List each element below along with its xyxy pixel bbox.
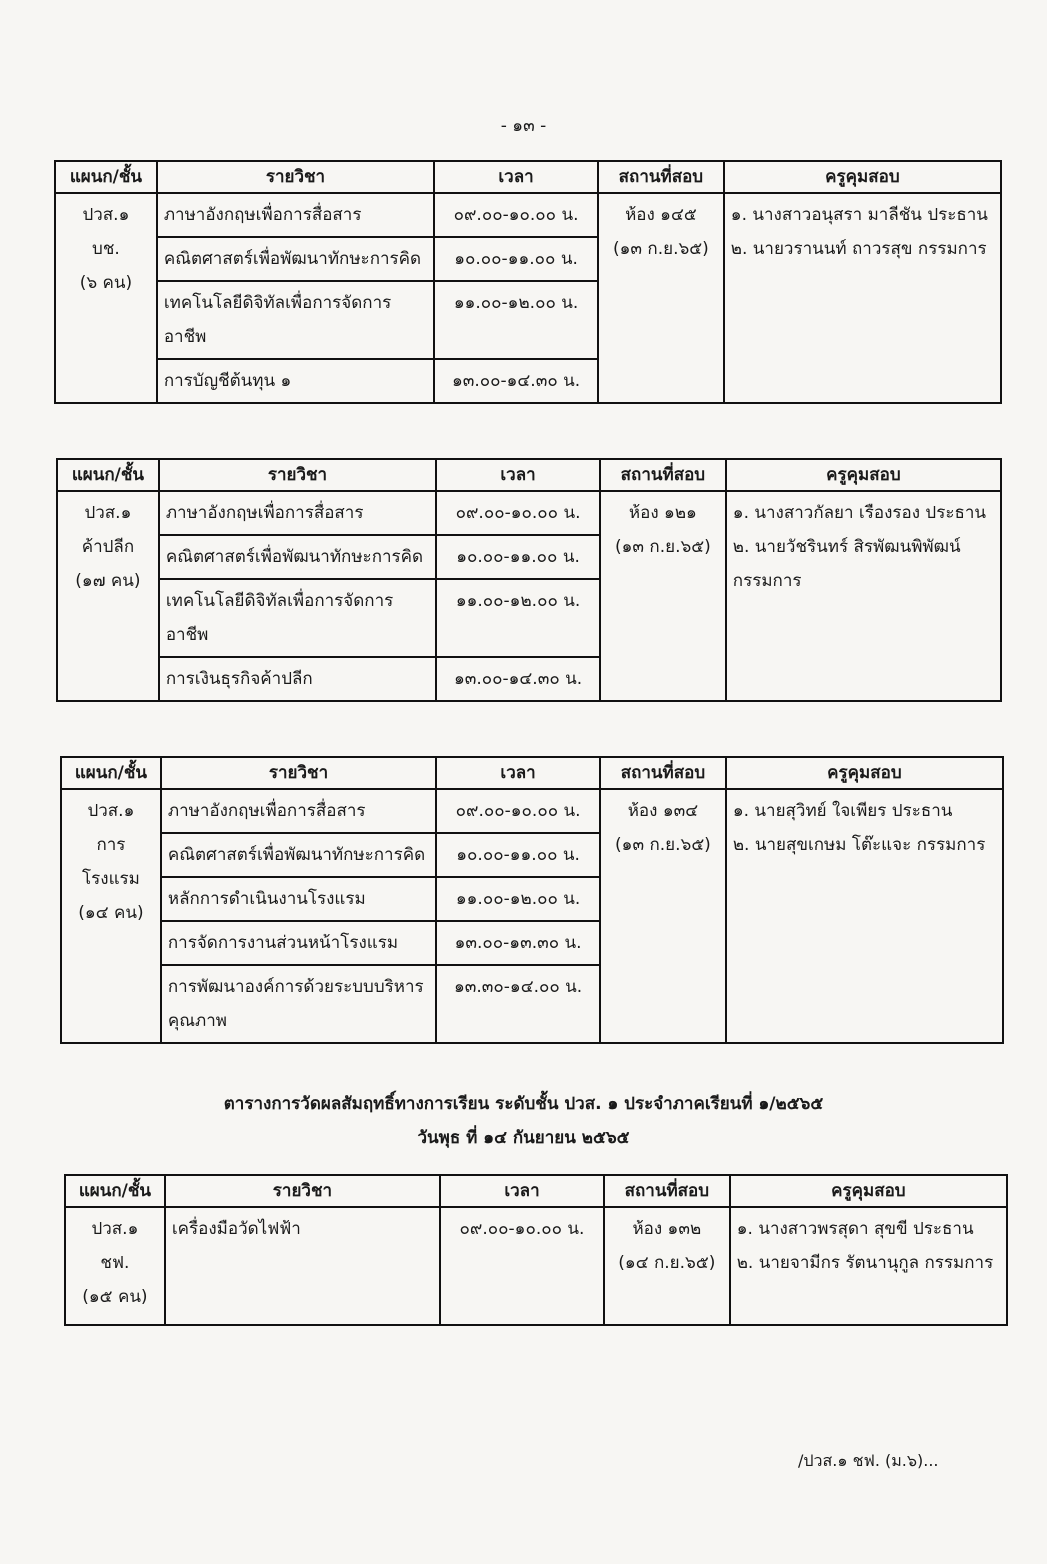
header-location: สถานที่สอบ	[598, 161, 724, 193]
dept-count: (๖ คน)	[79, 273, 133, 293]
header-proctors: ครูคุมสอบ	[726, 459, 1001, 491]
dept-name: บช.	[92, 239, 120, 259]
table-row	[57, 491, 1001, 535]
exam-table-accounting	[54, 160, 1002, 404]
proctor: ๒. นายจามีกร รัตนานุกูล กรรมการ	[736, 1253, 994, 1273]
subject-cell: เทคโนโลยีดิจิทัลเพื่อการจัดการอาชีพ	[159, 579, 436, 657]
header-location: สถานที่สอบ	[600, 459, 726, 491]
subject-cell: ภาษาอังกฤษเพื่อการสื่อสาร	[161, 789, 436, 833]
subject-cell: ภาษาอังกฤษเพื่อการสื่อสาร	[159, 491, 436, 535]
section-heading-line1: ตารางการวัดผลสัมฤทธิ์ทางการเรียน ระดับชั้น ปวส. ๑ ประจำภาคเรียนที่ ๑/๒๕๖๕	[223, 1094, 824, 1114]
dept-cell	[57, 491, 159, 701]
dept-level: ปวส.๑	[82, 205, 130, 225]
subject-cell: คณิตศาสตร์เพื่อพัฒนาทักษะการคิด	[161, 833, 436, 877]
exam-table-retail	[56, 458, 1002, 702]
time-cell: ๑๐.๐๐-๑๑.๐๐ น.	[436, 833, 600, 877]
subject-cell: คณิตศาสตร์เพื่อพัฒนาทักษะการคิด	[159, 535, 436, 579]
dept-name: ค้าปลีก	[81, 537, 135, 557]
proctor: ๒. นายสุขเกษม โต๊ะแจะ กรรมการ	[732, 835, 986, 855]
time-cell: ๑๓.๐๐-๑๔.๓๐ น.	[434, 359, 598, 403]
table-header-row	[55, 161, 1001, 193]
proctor: ๒. นายวรานนท์ ถาวรสุข กรรมการ	[730, 239, 987, 259]
room: ห้อง ๑๒๑	[628, 503, 697, 523]
header-location: สถานที่สอบ	[600, 757, 726, 789]
header-location: สถานที่สอบ	[604, 1175, 730, 1207]
subject-cell: เทคโนโลยีดิจิทัลเพื่อการจัดการอาชีพ	[157, 281, 434, 359]
proctors-cell	[726, 491, 1001, 701]
proctor: ๑. นายสุวิทย์ ใจเพียร ประธาน	[732, 801, 953, 821]
subject-cell: เครื่องมือวัดไฟฟ้า	[165, 1207, 440, 1325]
proctor: ๒. นายวัชรินทร์ สิรพัฒนพิพัฒน์	[732, 537, 961, 557]
subject-cell: หลักการดำเนินงานโรงแรม	[161, 877, 436, 921]
time-cell: ๐๙.๐๐-๑๐.๐๐ น.	[440, 1207, 604, 1325]
dept-name: ชฟ.	[100, 1253, 130, 1273]
time-cell: ๑๑.๐๐-๑๒.๐๐ น.	[436, 877, 600, 921]
table-row	[65, 1207, 1007, 1325]
subject-cell: การเงินธุรกิจค้าปลีก	[159, 657, 436, 701]
header-subject: รายวิชา	[165, 1175, 440, 1207]
exam-date: (๑๔ ก.ย.๖๕)	[618, 1253, 716, 1273]
time-cell: ๐๙.๐๐-๑๐.๐๐ น.	[434, 193, 598, 237]
time-cell: ๑๓.๓๐-๑๔.๐๐ น.	[436, 965, 600, 1043]
proctors-cell	[726, 789, 1003, 1043]
table-header-row	[65, 1175, 1007, 1207]
time-cell: ๐๙.๐๐-๑๐.๐๐ น.	[436, 491, 600, 535]
time-cell: ๑๐.๐๐-๑๑.๐๐ น.	[434, 237, 598, 281]
dept-count: (๑๔ คน)	[78, 903, 144, 923]
location-cell	[600, 789, 726, 1043]
proctor: ๑. นางสาวพรสุดา สุขขี ประธาน	[736, 1219, 974, 1239]
time-cell: ๑๐.๐๐-๑๑.๐๐ น.	[436, 535, 600, 579]
header-time: เวลา	[434, 161, 598, 193]
header-time: เวลา	[440, 1175, 604, 1207]
proctors-cell	[730, 1207, 1007, 1325]
header-dept: แผนก/ชั้น	[61, 757, 161, 789]
dept-name: การ	[96, 835, 126, 855]
room: ห้อง ๑๓๔	[627, 801, 699, 821]
header-time: เวลา	[436, 459, 600, 491]
dept-level: ปวส.๑	[87, 801, 135, 821]
header-dept: แผนก/ชั้น	[55, 161, 157, 193]
header-proctors: ครูคุมสอบ	[724, 161, 1001, 193]
subject-cell: คณิตศาสตร์เพื่อพัฒนาทักษะการคิด	[157, 237, 434, 281]
dept-cell	[61, 789, 161, 1043]
room: ห้อง ๑๔๕	[625, 205, 697, 225]
time-cell: ๑๓.๐๐-๑๓.๓๐ น.	[436, 921, 600, 965]
dept-name: โรงแรม	[82, 869, 140, 889]
dept-count: (๑๗ คน)	[75, 571, 141, 591]
subject-cell: ภาษาอังกฤษเพื่อการสื่อสาร	[157, 193, 434, 237]
table-row	[55, 193, 1001, 237]
exam-date: (๑๓ ก.ย.๖๕)	[612, 239, 709, 259]
page-number: - ๑๓ -	[500, 116, 547, 136]
subject-cell: การพัฒนาองค์การด้วยระบบบริหารคุณภาพ	[161, 965, 436, 1043]
time-cell: ๑๑.๐๐-๑๒.๐๐ น.	[436, 579, 600, 657]
room: ห้อง ๑๓๒	[632, 1219, 702, 1239]
location-cell	[598, 193, 724, 403]
exam-table-electrical	[64, 1174, 1008, 1326]
time-cell: ๐๙.๐๐-๑๐.๐๐ น.	[436, 789, 600, 833]
dept-count: (๑๕ คน)	[82, 1287, 148, 1307]
proctor-role: กรรมการ	[732, 571, 802, 591]
header-subject: รายวิชา	[161, 757, 436, 789]
subject-cell: การบัญชีต้นทุน ๑	[157, 359, 434, 403]
exam-date: (๑๓ ก.ย.๖๕)	[614, 537, 711, 557]
dept-level: ปวส.๑	[91, 1219, 139, 1239]
subject-cell: การจัดการงานส่วนหน้าโรงแรม	[161, 921, 436, 965]
header-proctors: ครูคุมสอบ	[730, 1175, 1007, 1207]
time-cell: ๑๑.๐๐-๑๒.๐๐ น.	[434, 281, 598, 359]
location-cell	[604, 1207, 730, 1325]
header-dept: แผนก/ชั้น	[57, 459, 159, 491]
continuation-note: /ปวส.๑ ชฟ. (ม.๖)...	[798, 1451, 939, 1470]
exam-date: (๑๓ ก.ย.๖๕)	[615, 835, 711, 855]
dept-cell	[55, 193, 157, 403]
proctors-cell	[724, 193, 1001, 403]
table-row	[61, 789, 1003, 833]
dept-cell	[65, 1207, 165, 1325]
location-cell	[600, 491, 726, 701]
header-proctors: ครูคุมสอบ	[726, 757, 1003, 789]
header-time: เวลา	[436, 757, 600, 789]
proctor: ๑. นางสาวอนุสรา มาลีชัน ประธาน	[730, 205, 988, 225]
header-dept: แผนก/ชั้น	[65, 1175, 165, 1207]
header-subject: รายวิชา	[157, 161, 434, 193]
header-subject: รายวิชา	[159, 459, 436, 491]
proctor: ๑. นางสาวกัลยา เรืองรอง ประธาน	[732, 503, 987, 523]
table-header-row	[57, 459, 1001, 491]
exam-table-hotel	[60, 756, 1004, 1044]
table-header-row	[61, 757, 1003, 789]
time-cell: ๑๓.๐๐-๑๔.๓๐ น.	[436, 657, 600, 701]
dept-level: ปวส.๑	[84, 503, 132, 523]
section-heading-line2: วันพุธ ที่ ๑๔ กันยายน ๒๕๖๕	[417, 1128, 630, 1148]
